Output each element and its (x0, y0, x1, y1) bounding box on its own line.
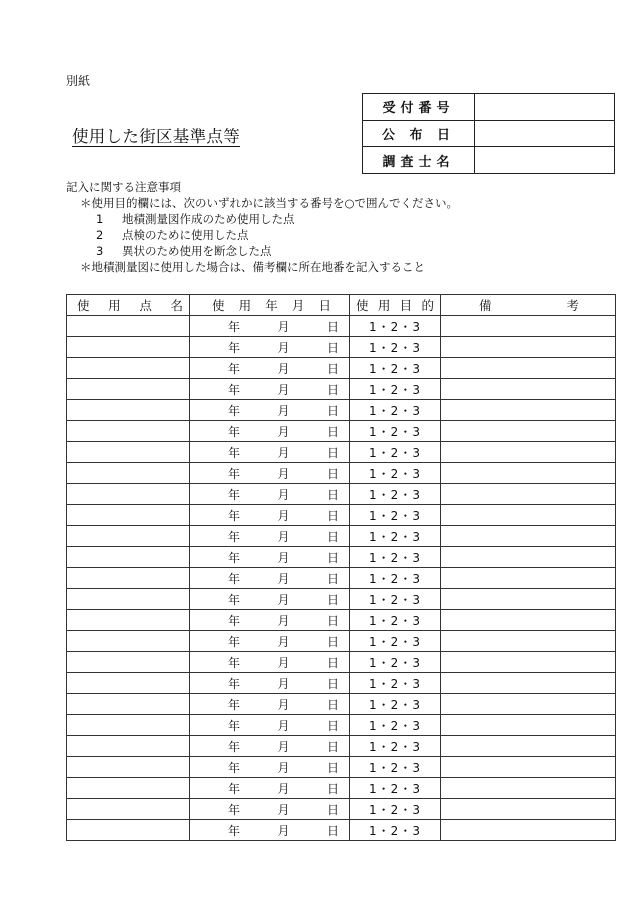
purpose-options: 1・2・3 (369, 508, 421, 523)
point-name-cell[interactable] (67, 694, 190, 715)
purpose-cell[interactable] (350, 631, 441, 652)
year-label: 年 (228, 676, 241, 691)
month-label: 月 (277, 697, 290, 712)
purpose-options: 1・2・3 (369, 634, 421, 649)
month-label: 月 (277, 592, 290, 607)
remarks-cell[interactable] (441, 610, 616, 631)
remarks-cell[interactable] (441, 442, 616, 463)
table-row (67, 463, 616, 484)
purpose-options: 1・2・3 (369, 697, 421, 712)
month-label: 月 (277, 529, 290, 544)
reception-number-label: 受付番号 (363, 94, 475, 121)
remarks-cell[interactable] (441, 673, 616, 694)
usage-date-cell[interactable] (190, 799, 350, 820)
surveyor-name-label: 調査士名 (363, 147, 475, 174)
month-label: 月 (277, 403, 290, 418)
day-label: 日 (326, 529, 339, 544)
table-row (67, 568, 616, 589)
note-item (66, 211, 458, 227)
remarks-cell[interactable] (441, 400, 616, 421)
usage-date-cell[interactable] (190, 484, 350, 505)
reception-row-number (363, 94, 615, 121)
month-label: 月 (277, 781, 290, 796)
point-name-cell[interactable] (67, 568, 190, 589)
purpose-options: 1・2・3 (369, 382, 421, 397)
year-label: 年 (228, 508, 241, 523)
point-name-cell[interactable] (67, 673, 190, 694)
year-label: 年 (228, 739, 241, 754)
remarks-cell[interactable] (441, 799, 616, 820)
purpose-options: 1・2・3 (369, 319, 421, 334)
usage-date-cell[interactable] (190, 778, 350, 799)
header-char: 用 (238, 298, 252, 313)
year-label: 年 (228, 445, 241, 460)
point-name-cell[interactable] (67, 547, 190, 568)
remarks-cell[interactable] (441, 316, 616, 337)
purpose-options: 1・2・3 (369, 571, 421, 586)
remarks-cell[interactable] (441, 526, 616, 547)
year-label: 年 (228, 403, 241, 418)
purpose-options: 1・2・3 (369, 466, 421, 481)
page-label: 別紙 (66, 74, 91, 88)
day-label: 日 (326, 613, 339, 628)
purpose-options: 1・2・3 (369, 340, 421, 355)
purpose-cell[interactable] (350, 694, 441, 715)
day-label: 日 (326, 655, 339, 670)
remarks-cell[interactable] (441, 337, 616, 358)
point-name-cell[interactable] (67, 820, 190, 841)
reception-row-surveyor (363, 147, 615, 174)
remarks-cell[interactable] (441, 631, 616, 652)
purpose-options: 1・2・3 (369, 760, 421, 775)
remarks-cell[interactable] (441, 463, 616, 484)
day-label: 日 (326, 340, 339, 355)
month-label: 月 (277, 508, 290, 523)
reception-number-field[interactable] (475, 94, 615, 121)
usage-table (66, 294, 616, 841)
header-usage-purpose (350, 295, 441, 316)
year-label: 年 (228, 781, 241, 796)
header-char: 使 (212, 298, 225, 313)
table-row (67, 820, 616, 841)
purpose-cell[interactable] (350, 421, 441, 442)
header-char: 日 (318, 298, 331, 313)
header-point-name (67, 295, 190, 316)
day-label: 日 (326, 382, 339, 397)
day-label: 日 (326, 634, 339, 649)
month-label: 月 (277, 655, 290, 670)
table-row (67, 778, 616, 799)
table-row (67, 715, 616, 736)
day-label: 日 (326, 403, 339, 418)
day-label: 日 (326, 781, 339, 796)
header-char: 使 (77, 298, 90, 313)
purpose-cell[interactable] (350, 463, 441, 484)
table-row (67, 673, 616, 694)
year-label: 年 (228, 760, 241, 775)
table-row (67, 484, 616, 505)
remarks-cell[interactable] (441, 652, 616, 673)
year-label: 年 (228, 529, 241, 544)
day-label: 日 (326, 466, 339, 481)
purpose-options: 1・2・3 (369, 655, 421, 670)
usage-date-cell[interactable] (190, 463, 350, 484)
point-name-cell[interactable] (67, 484, 190, 505)
usage-date-cell[interactable] (190, 316, 350, 337)
year-label: 年 (228, 802, 241, 817)
point-name-cell[interactable] (67, 715, 190, 736)
purpose-cell[interactable] (350, 715, 441, 736)
remarks-cell[interactable] (441, 736, 616, 757)
remarks-cell[interactable] (441, 484, 616, 505)
month-label: 月 (277, 550, 290, 565)
point-name-cell[interactable] (67, 400, 190, 421)
month-label: 月 (277, 739, 290, 754)
reception-table (362, 93, 615, 174)
table-row (67, 652, 616, 673)
purpose-cell[interactable] (350, 820, 441, 841)
publication-date-label: 公 布 日 (363, 120, 475, 147)
year-label: 年 (228, 823, 241, 838)
month-label: 月 (277, 424, 290, 439)
purpose-cell[interactable] (350, 757, 441, 778)
purpose-cell[interactable] (350, 337, 441, 358)
day-label: 日 (326, 676, 339, 691)
year-label: 年 (228, 718, 241, 733)
note-item-number: 3 (96, 244, 104, 258)
month-label: 月 (277, 676, 290, 691)
table-row (67, 757, 616, 778)
month-label: 月 (277, 361, 290, 376)
point-name-cell[interactable] (67, 421, 190, 442)
purpose-options: 1・2・3 (369, 361, 421, 376)
point-name-cell[interactable] (67, 589, 190, 610)
note-item-text: 点検のために使用した点 (122, 228, 249, 242)
purpose-cell[interactable] (350, 484, 441, 505)
purpose-cell[interactable] (350, 736, 441, 757)
day-label: 日 (326, 361, 339, 376)
day-label: 日 (326, 697, 339, 712)
month-label: 月 (277, 445, 290, 460)
day-label: 日 (326, 550, 339, 565)
year-label: 年 (228, 424, 241, 439)
purpose-cell[interactable] (350, 799, 441, 820)
remarks-cell[interactable] (441, 547, 616, 568)
notes-heading: 記入に関する注意事項 (66, 180, 181, 194)
remarks-cell[interactable] (441, 505, 616, 526)
header-char: 月 (291, 298, 305, 313)
remarks-cell[interactable] (441, 778, 616, 799)
year-label: 年 (228, 634, 241, 649)
publication-date-field[interactable] (475, 120, 615, 147)
month-label: 月 (277, 466, 290, 481)
remarks-cell[interactable] (441, 421, 616, 442)
day-label: 日 (326, 445, 339, 460)
month-label: 月 (277, 634, 290, 649)
day-label: 日 (326, 802, 339, 817)
point-name-cell[interactable] (67, 610, 190, 631)
point-name-cell[interactable] (67, 799, 190, 820)
purpose-cell[interactable] (350, 589, 441, 610)
purpose-cell[interactable] (350, 358, 441, 379)
year-label: 年 (228, 466, 241, 481)
purpose-cell[interactable] (350, 568, 441, 589)
day-label: 日 (326, 592, 339, 607)
table-row (67, 421, 616, 442)
header-char: 点 (139, 298, 152, 313)
point-name-cell[interactable] (67, 757, 190, 778)
usage-date-cell[interactable] (190, 652, 350, 673)
page-title: 使用した街区基準点等 (72, 127, 240, 146)
purpose-cell[interactable] (350, 442, 441, 463)
point-name-cell[interactable] (67, 463, 190, 484)
purpose-options: 1・2・3 (369, 823, 421, 838)
point-name-cell[interactable] (67, 316, 190, 337)
purpose-options: 1・2・3 (369, 781, 421, 796)
year-label: 年 (228, 382, 241, 397)
purpose-options: 1・2・3 (369, 403, 421, 418)
day-label: 日 (326, 760, 339, 775)
year-label: 年 (228, 487, 241, 502)
month-label: 月 (277, 760, 290, 775)
point-name-cell[interactable] (67, 631, 190, 652)
note-item-number: 2 (96, 228, 104, 242)
year-label: 年 (228, 319, 241, 334)
day-label: 日 (326, 823, 339, 838)
purpose-cell[interactable] (350, 778, 441, 799)
header-char: 使 (356, 298, 369, 313)
remarks-cell[interactable] (441, 757, 616, 778)
usage-date-cell[interactable] (190, 379, 350, 400)
day-label: 日 (326, 487, 339, 502)
purpose-options: 1・2・3 (369, 445, 421, 460)
reception-row-date (363, 120, 615, 147)
usage-table-header (67, 295, 616, 316)
month-label: 月 (277, 382, 290, 397)
day-label: 日 (326, 319, 339, 334)
purpose-options: 1・2・3 (369, 487, 421, 502)
header-char: 名 (170, 298, 183, 313)
usage-date-cell[interactable] (190, 526, 350, 547)
usage-date-cell[interactable] (190, 442, 350, 463)
header-char: 用 (108, 298, 121, 313)
table-row (67, 505, 616, 526)
usage-date-cell[interactable] (190, 568, 350, 589)
table-row (67, 337, 616, 358)
note-item-text: 異状のため使用を断念した点 (122, 244, 272, 258)
usage-date-cell[interactable] (190, 400, 350, 421)
usage-date-cell[interactable] (190, 421, 350, 442)
point-name-cell[interactable] (67, 337, 190, 358)
purpose-options: 1・2・3 (369, 802, 421, 817)
usage-date-cell[interactable] (190, 673, 350, 694)
point-name-cell[interactable] (67, 778, 190, 799)
table-row (67, 526, 616, 547)
purpose-options: 1・2・3 (369, 424, 421, 439)
point-name-cell[interactable] (67, 652, 190, 673)
month-label: 月 (277, 319, 290, 334)
remarks-cell[interactable] (441, 694, 616, 715)
header-char: 目 (399, 298, 413, 313)
usage-date-cell[interactable] (190, 715, 350, 736)
remarks-cell[interactable] (441, 568, 616, 589)
year-label: 年 (228, 697, 241, 712)
year-label: 年 (228, 550, 241, 565)
day-label: 日 (326, 739, 339, 754)
note-purpose-instruction: ＊使用目的欄には、次のいずれかに該当する番号を○で囲んでください。 (80, 196, 459, 210)
purpose-cell[interactable] (350, 379, 441, 400)
table-row (67, 442, 616, 463)
table-row (67, 736, 616, 757)
usage-date-cell[interactable] (190, 694, 350, 715)
point-name-cell[interactable] (67, 379, 190, 400)
note-item-text: 地積測量図作成のため使用した点 (122, 212, 295, 226)
purpose-options: 1・2・3 (369, 592, 421, 607)
table-row (67, 379, 616, 400)
notes-section (66, 179, 458, 275)
usage-date-cell[interactable] (190, 589, 350, 610)
usage-date-cell[interactable] (190, 736, 350, 757)
remarks-cell[interactable] (441, 589, 616, 610)
note-remarks-instruction: ＊地積測量図に使用した場合は、備考欄に所在地番を記入すること (80, 260, 425, 274)
point-name-cell[interactable] (67, 526, 190, 547)
year-label: 年 (228, 361, 241, 376)
month-label: 月 (277, 487, 290, 502)
table-row (67, 400, 616, 421)
surveyor-name-field[interactable] (475, 147, 615, 174)
purpose-cell[interactable] (350, 526, 441, 547)
table-row (67, 694, 616, 715)
remarks-cell[interactable] (441, 715, 616, 736)
point-name-cell[interactable] (67, 505, 190, 526)
usage-date-cell[interactable] (190, 757, 350, 778)
purpose-cell[interactable] (350, 610, 441, 631)
table-row (67, 589, 616, 610)
year-label: 年 (228, 592, 241, 607)
table-row (67, 316, 616, 337)
purpose-cell[interactable] (350, 547, 441, 568)
usage-date-cell[interactable] (190, 631, 350, 652)
usage-date-cell[interactable] (190, 505, 350, 526)
day-label: 日 (326, 718, 339, 733)
header-remarks (441, 295, 616, 316)
remarks-cell[interactable] (441, 820, 616, 841)
year-label: 年 (228, 571, 241, 586)
purpose-cell[interactable] (350, 505, 441, 526)
purpose-cell[interactable] (350, 673, 441, 694)
month-label: 月 (277, 718, 290, 733)
remarks-cell[interactable] (441, 358, 616, 379)
purpose-cell[interactable] (350, 400, 441, 421)
purpose-options: 1・2・3 (369, 676, 421, 691)
year-label: 年 (228, 655, 241, 670)
month-label: 月 (277, 613, 290, 628)
point-name-cell[interactable] (67, 736, 190, 757)
day-label: 日 (326, 508, 339, 523)
table-row (67, 799, 616, 820)
header-char: 年 (265, 298, 278, 313)
usage-date-cell[interactable] (190, 610, 350, 631)
usage-date-cell[interactable] (190, 820, 350, 841)
year-label: 年 (228, 340, 241, 355)
table-row (67, 358, 616, 379)
header-char: 的 (421, 298, 434, 313)
purpose-cell[interactable] (350, 316, 441, 337)
header-char: 考 (566, 298, 579, 313)
note-item (66, 227, 458, 243)
table-row (67, 547, 616, 568)
usage-date-cell[interactable] (190, 547, 350, 568)
header-char: 備 (479, 298, 492, 313)
point-name-cell[interactable] (67, 442, 190, 463)
month-label: 月 (277, 823, 290, 838)
purpose-options: 1・2・3 (369, 739, 421, 754)
header-usage-date (190, 295, 350, 316)
purpose-options: 1・2・3 (369, 550, 421, 565)
purpose-options: 1・2・3 (369, 529, 421, 544)
point-name-cell[interactable] (67, 358, 190, 379)
note-item-number: 1 (96, 212, 104, 226)
day-label: 日 (326, 424, 339, 439)
header-char: 用 (377, 298, 391, 313)
month-label: 月 (277, 571, 290, 586)
table-row (67, 631, 616, 652)
remarks-cell[interactable] (441, 379, 616, 400)
usage-date-cell[interactable] (190, 337, 350, 358)
day-label: 日 (326, 571, 339, 586)
year-label: 年 (228, 613, 241, 628)
month-label: 月 (277, 802, 290, 817)
usage-date-cell[interactable] (190, 358, 350, 379)
month-label: 月 (277, 340, 290, 355)
note-item (66, 243, 458, 259)
table-row (67, 610, 616, 631)
purpose-options: 1・2・3 (369, 718, 421, 733)
purpose-cell[interactable] (350, 652, 441, 673)
purpose-options: 1・2・3 (369, 613, 421, 628)
